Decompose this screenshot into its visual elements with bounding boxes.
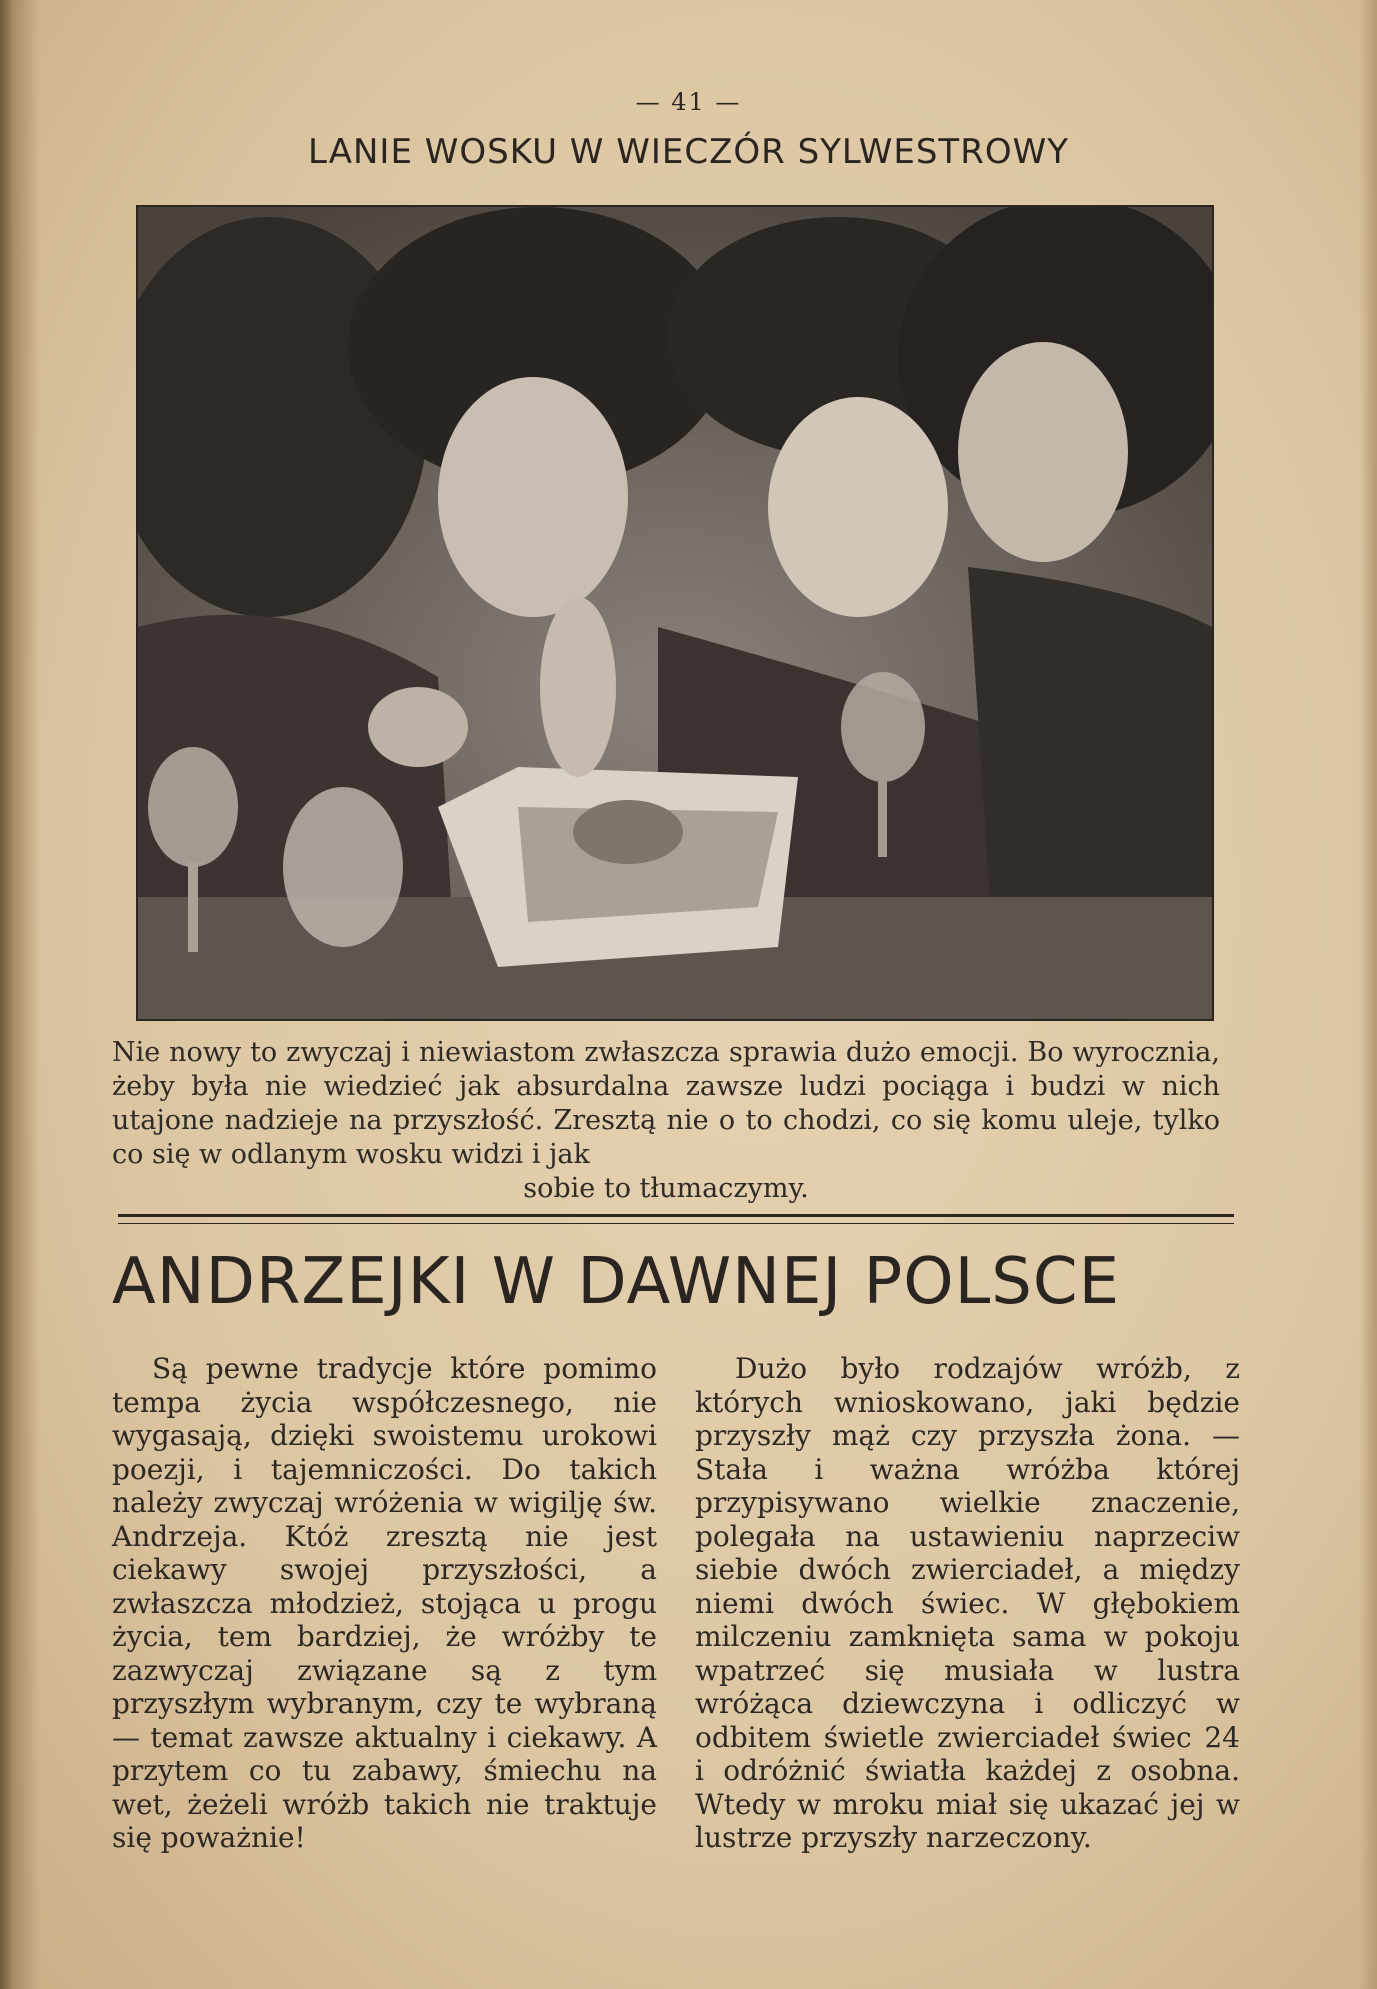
article-column-left <box>112 1352 657 1855</box>
article-column-right <box>695 1352 1240 1855</box>
binding-shadow <box>0 0 40 1989</box>
photograph-icon <box>138 207 1212 1019</box>
article-paragraph: Dużo było rodzajów wróżb, z których wnioskowano, jaki będzie przyszły mąż czy przyszła żona. — Stała i ważna wróżba której przypisywano wielkie znaczenie, polegała na ustawieniu naprzeciw siebie dwóch zwierciadeł, a między niemi dwóch świec. W głębokiem milczeniu zamknięta sama w pokoju wpatrzeć się musiała w lustra wróżąca dziewczyna i odliczyć w odbitem świetle zwierciadeł świec 24 i odróżnić światła każdej z osobna. Wtedy w mroku miał się ukazać jej w lustrze przyszły narzeczony. <box>695 1352 1240 1854</box>
caption-last-line: sobie to tłumaczymy. <box>523 1173 809 1204</box>
section-divider <box>118 1214 1234 1224</box>
photograph <box>136 205 1214 1021</box>
page-edge <box>1359 0 1377 1989</box>
photo-caption <box>112 1036 1220 1206</box>
page-number: — 41 — <box>635 88 742 116</box>
article-headline: ANDRZEJKI W DAWNEJ POLSCE <box>112 1245 1120 1319</box>
article-paragraph: Są pewne tradycje które pomimo tempa życia współczesnego, nie wygasają, dzięki swoistemu urokowi poezji, i tajemniczości. Do takich należy zwyczaj wróżenia w wigilję św. Andrzeja. Któż zresztą nie jest ciekawy swojej przyszłości, a zwłaszcza młodzież, stojąca u progu życia, tem bardziej, że wróżby te zazwyczaj związane są z tym przyszłym wybranym, czy te wybraną — temat zawsze aktualny i ciekawy. A przytem co tu zabawy, śmiechu na wet, żeżeli wróżb takich nie traktuje się poważnie! <box>112 1352 657 1854</box>
photo-title: LANIE WOSKU W WIECZÓR SYLWESTROWY <box>308 132 1069 172</box>
caption-text: Nie nowy to zwyczaj i niewiastom zwłaszcza sprawia dużo emocji. Bo wyrocznia, żeby była nie wiedzieć jak absurdalna zawsze ludzi pociąga i budzi w nich utajone nadzieje na przyszłość. Zresztą nie o to chodzi, co się komu uleje, tylko co się w odlanym wosku widzi i jak <box>112 1037 1220 1170</box>
